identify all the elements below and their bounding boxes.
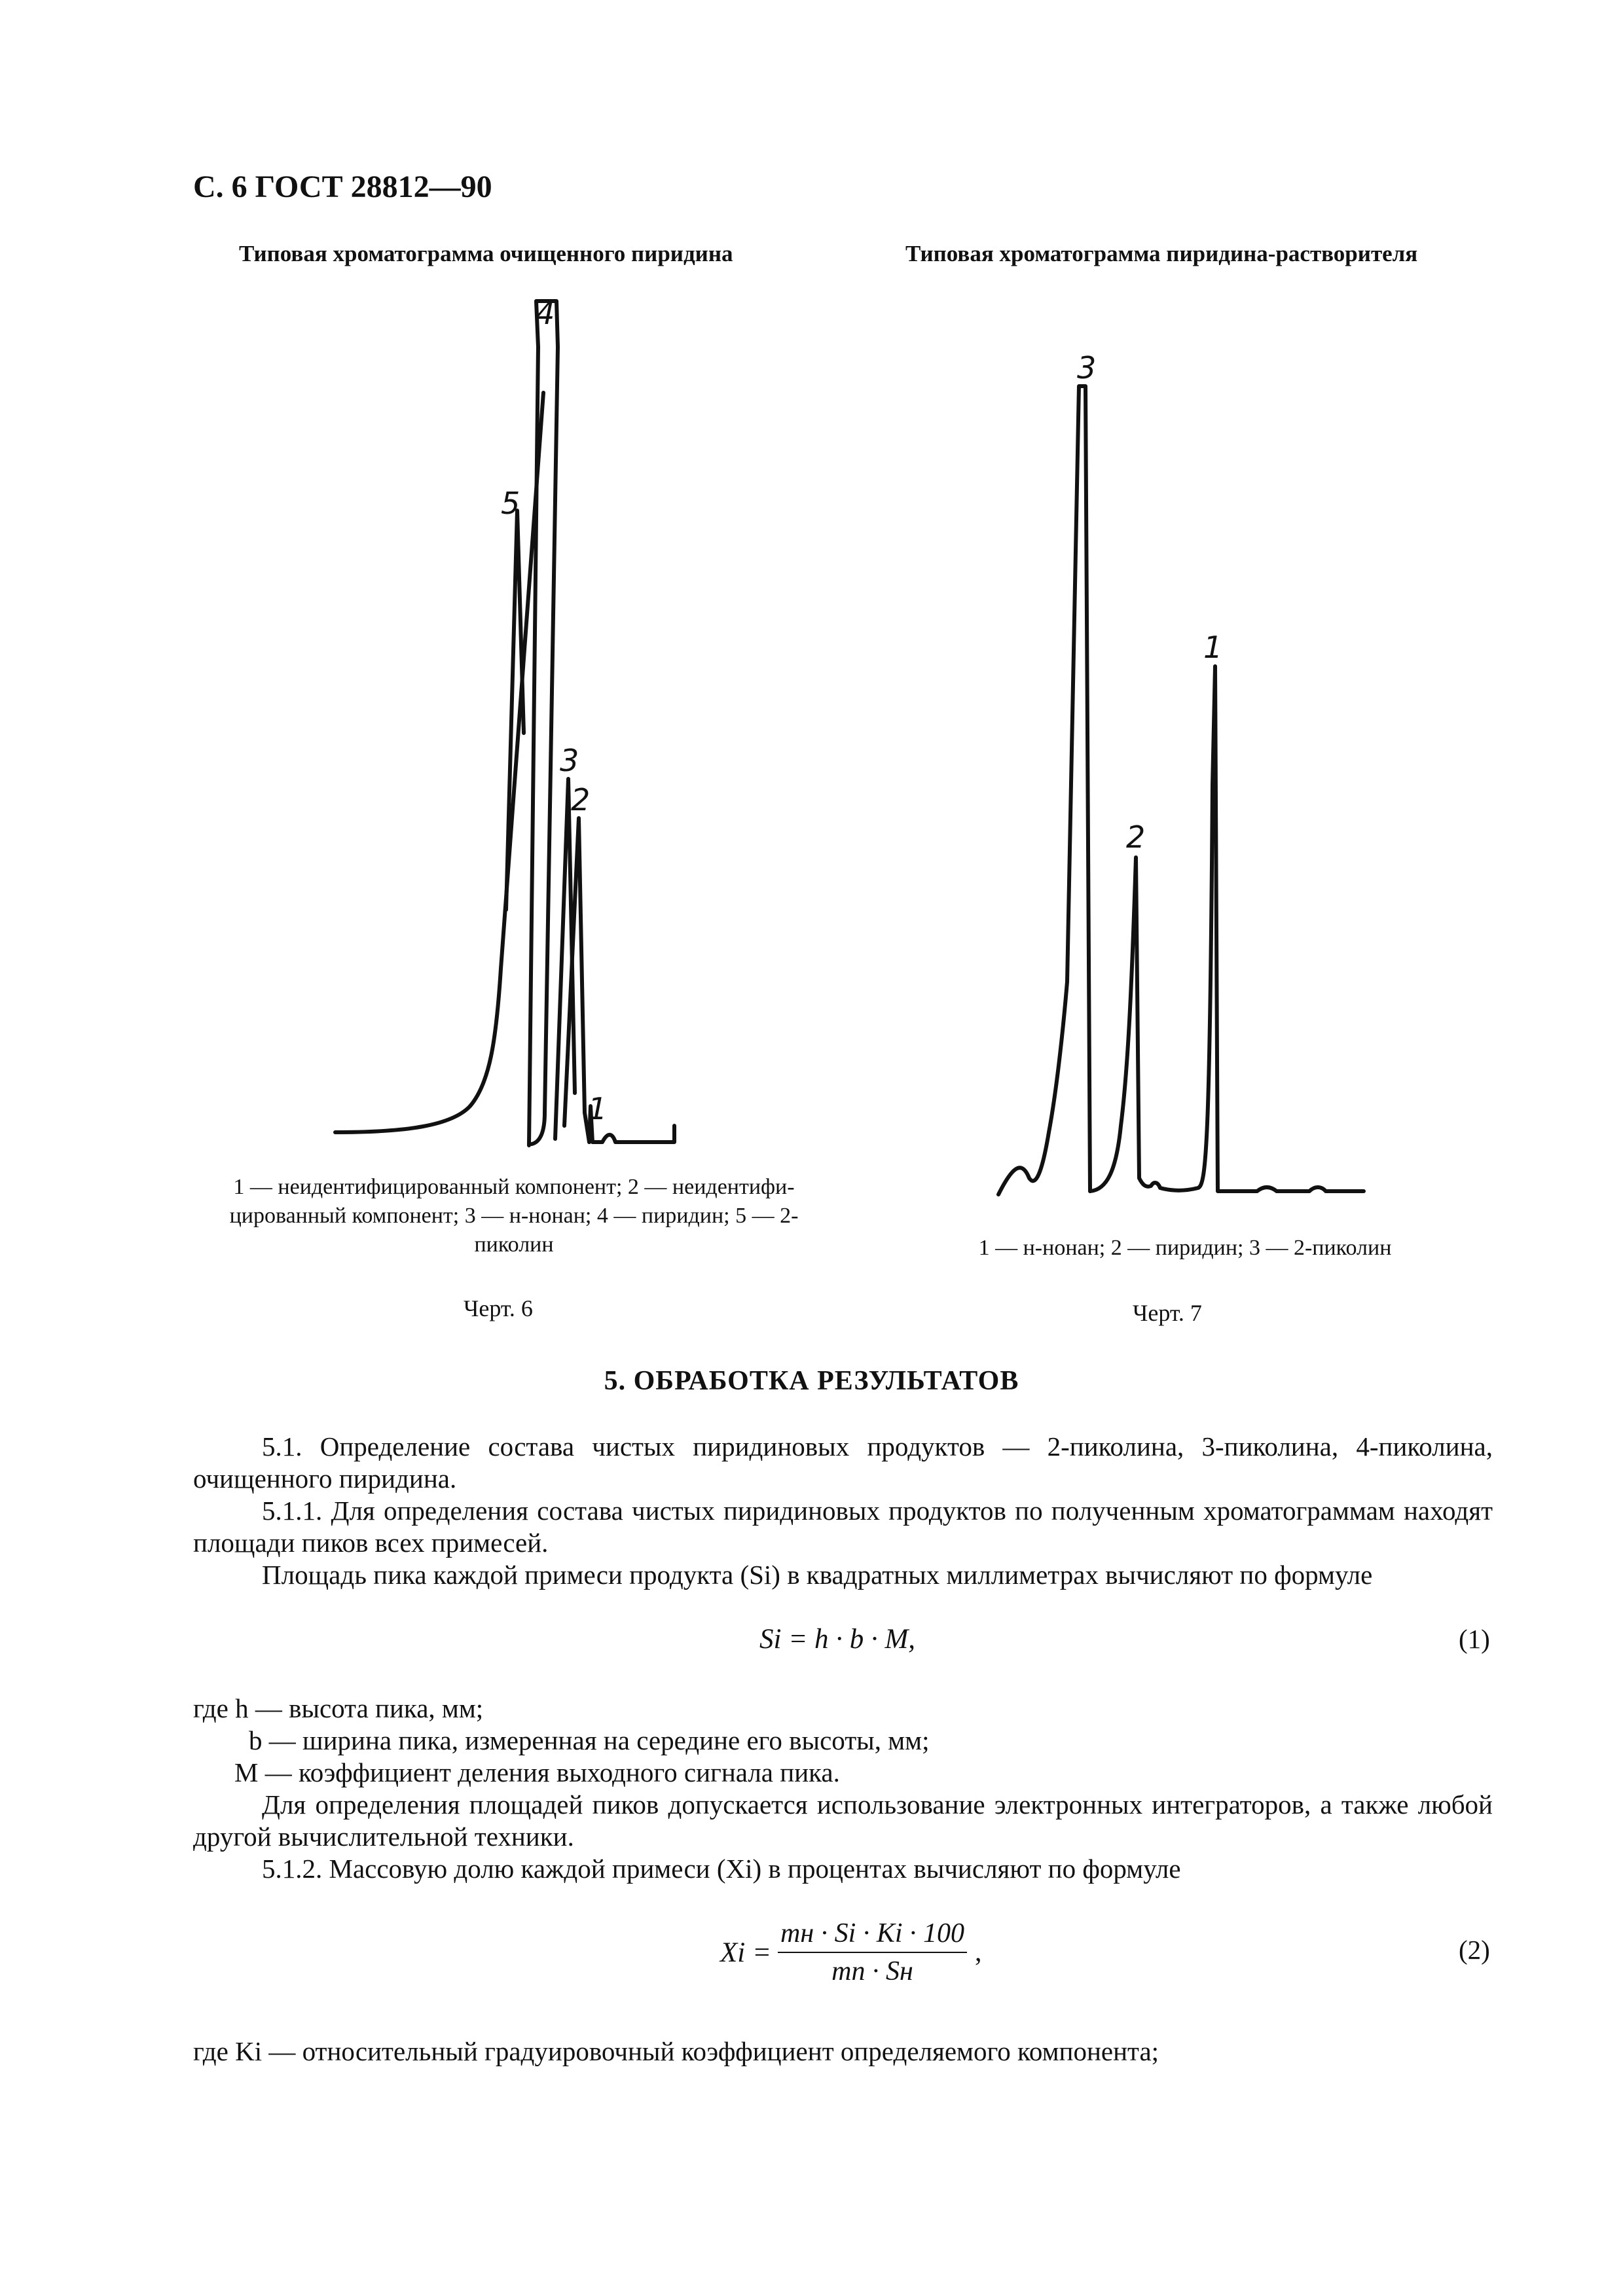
- figure7-traces: [998, 386, 1364, 1194]
- figure7-caption: Черт. 7: [1133, 1300, 1202, 1326]
- figure7-peak-label-2: 2: [1126, 819, 1146, 855]
- section-title: 5. ОБРАБОТКА РЕЗУЛЬТАТОВ: [604, 1366, 1019, 1396]
- figure6-legend-line: цированный компонент; 3 — н-нонан; 4 — пиридин; 5 — 2-: [229, 1204, 799, 1228]
- figure7-peak-label-3: 3: [1077, 350, 1097, 386]
- formula-2-lhs: Xi =: [720, 1937, 771, 1968]
- definition-M: M — коэффициент деления выходного сигнала пика.: [234, 1757, 840, 1787]
- definition-b: b — ширина пика, измеренная на середине его высоты, мм;: [249, 1725, 930, 1755]
- figure6-peak-label-2: 2: [571, 782, 591, 817]
- formula-1-number: (1): [1459, 1624, 1490, 1654]
- formula-2-fraction: [778, 1918, 967, 1987]
- figure6-peak-label-4: 4: [536, 296, 555, 331]
- figure7-peak-label-1: 1: [1203, 630, 1223, 665]
- figure6-title: Типовая хроматограмма очищенного пиридина: [239, 241, 733, 266]
- figure6-peak-label-1: 1: [588, 1091, 608, 1126]
- paragraph-5-1: 5.1. Определение состава чистых пиридиновых продуктов — 2-пиколина, 3-пиколина, 4-пиколина, очищенного пиридина.: [193, 1431, 1493, 1494]
- figure7-title: Типовая хроматограмма пиридина-растворителя: [905, 241, 1418, 266]
- definition-h: где h — высота пика, мм;: [193, 1693, 484, 1723]
- formula-2-numerator: mн · Si · Ki · 100: [778, 1918, 967, 1953]
- figure6-traces: [335, 301, 674, 1145]
- figure6-peak-label-5: 5: [501, 486, 520, 521]
- formula-2-comma: ,: [975, 1937, 982, 1967]
- figure6-legend: [196, 1173, 831, 1259]
- formula-2: [720, 1918, 982, 1987]
- formula-2-number: (2): [1459, 1935, 1490, 1965]
- figure6-caption: Черт. 6: [464, 1295, 533, 1321]
- formula-2-denominator: mп · Sн: [831, 1956, 913, 1986]
- paragraph-integrators: Для определения площадей пиков допускается использование электронных интеграторов, а также любой другой вычислительной техники.: [193, 1789, 1493, 1852]
- definition-K: где Ki — относительный градуировочный коэффициент определяемого компонента;: [193, 2036, 1159, 2066]
- paragraph-area: Площадь пика каждой примеси продукта (Si) в квадратных миллиметрах вычисляют по формуле: [262, 1560, 1373, 1590]
- figure6-legend-line: пиколин: [474, 1232, 554, 1257]
- paragraph-5-1-1: 5.1.1. Для определения состава чистых пиридиновых продуктов по полученным хроматограммам находят площади пиков всех примесей.: [193, 1496, 1493, 1558]
- figure6-legend-line: 1 — неидентифицированный компонент; 2 — неидентифи-: [233, 1175, 795, 1199]
- formula-1: Si = h · b · M,: [759, 1624, 916, 1655]
- page-header: С. 6 ГОСТ 28812—90: [193, 170, 492, 204]
- figure6-peak-label-3: 3: [560, 743, 579, 778]
- figure7-legend: 1 — н-нонан; 2 — пиридин; 3 — 2-пиколин: [978, 1236, 1392, 1260]
- paragraph-5-1-2: 5.1.2. Массовую долю каждой примеси (Xi) в процентах вычисляют по формуле: [262, 1854, 1181, 1884]
